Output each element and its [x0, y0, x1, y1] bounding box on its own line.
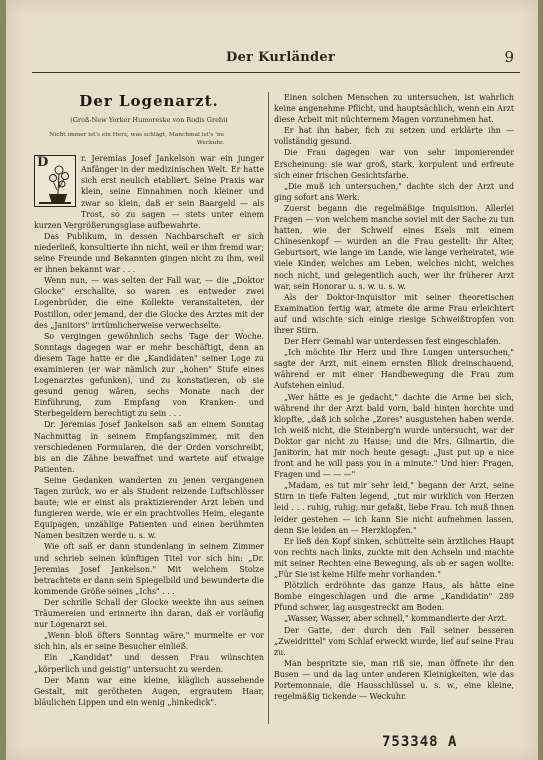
dropcap-illustration: [34, 155, 76, 207]
right-column: [274, 92, 514, 702]
paragraph: Dr. Jeremias Josef Jankelson saß an einem Sonntag Nachmittag in seinem Empfangszimmer, mit den verschiedenen Formularen, die der Orden vorschreibt, bis an die Zähne bewaffnet und wartete auf etwaige Patienten.: [34, 420, 264, 474]
paragraph: Wenn nun, — was selten der Fall war, — die „Doktor Glocke" erschallte, so waren es entweder zwei Logenbrüder, die eine Kollekte veranstalteten, der Postillon, oder jemand, der die Glocke des Arztes mit der des „Janitors" irrtümlicherweise verwechselte.: [34, 276, 264, 330]
flower-pot-icon: [35, 156, 75, 206]
paragraph: Ein „Kandidat" und dessen Frau wünschten „körperlich und geistig" untersucht zu werden.: [34, 653, 264, 674]
page-header: [30, 48, 522, 70]
catalog-stamp: 753348 A: [382, 734, 458, 750]
paragraph: „Wer hätte es je gedacht," dachte die Arme bei sich, während ihr der Arzt bald vorn, bald hinten horchte und klopfte, „daß ich solche „Zores" ausgustehen haben werde. Ich weiß nicht, die Steinberg'n wurde untersucht, war der Doktor gar nicht zu Hause; und die Mrs. Gilmartin, die Janitorin, hat mir noch heute gesagt: „Just put up a nice front and he will pass you in a minute." Und hier: Fragen, Fragen und — — —": [274, 392, 514, 480]
paragraph: „Die muß ich untersuchen," dachte sich der Arzt und ging sofort ans Werk.: [274, 181, 514, 202]
column-divider: [268, 92, 269, 724]
paragraph: Wie oft saß er dann stundenlang in seinem Zimmer und schrieb seinen künftigen Titel vor sich hin: „Dr. Jeremias Josef Jankelson." Mit welchem Stolze betrachtete er dann sein Spiegelbild und bewunderte die kommende Größe seines „Ichs" . . .: [34, 542, 264, 596]
left-column: [34, 92, 264, 708]
newspaper-page: [6, 0, 538, 760]
paragraph: Der Gatte, der durch den Fall seiner besseren „Zweidrittel" vom Schlaf erweckt wurde, lief auf seine Frau zu.: [274, 625, 514, 657]
paragraph: r. Jeremias Josef Jankelson war ein junger Anfänger in der medizinischen Welt. Er hatte sich erst neulich etabliert. Seine Praxis war klein, seine Einnahmen noch kleiner und zwar so klein, daß er sein Baargeld — als Trost, so zu sagen — stets unter einem kurzen Vergrößerungsglase aufbewahrte.: [34, 154, 264, 230]
dropcap-letter: D: [37, 155, 49, 171]
page-number: 9: [504, 48, 514, 66]
header-rule: [32, 72, 520, 73]
paragraph: Einen solchen Menschen zu untersuchen, ist wahrlich keine angenehme Pflicht, und hauptsächlich, wenn ein Arzt diese Arbeit mit nüchternem Magen vorzunehmen hat.: [274, 93, 514, 125]
paragraph: Der schrille Schall der Glocke weckte ihn aus seinen Träumereien und erinnerte ihn daran, daß er vorläufig nur Logenarzt sei.: [34, 597, 264, 630]
paragraph: So vergingen gewöhnlich sechs Tage der Woche. Sonntags dagegen war er mehr beschäftigt, denn an diesem Tage hatte er die „Kandidaten" seiner Loge zu examinieren (er war nämlich zur „hohen" Stufe eines Logenarztes gefunken), und zu konstatieren, ob sie gesund genug wären, sechs Monate nach der Einführung, zum Empfang von Kranken- und Sterbegeldern berechtigt zu sein . . .: [34, 331, 264, 419]
paragraph: „Madam, es tut mir sehr leid," begann der Arzt, seine Stirn in tiefe Falten legend, „tut mir wirklich von Herzen leid . . . ruhig, ruhig; nur gefaßt, liebe Frau. Ich muß Ihnen leider gestehen — ich kann Sie nicht aufnehmen lassen, denn Sie leiden an — Herzklopfen.": [274, 481, 514, 535]
running-title: Der Kurländer: [226, 50, 336, 65]
paragraph: Man bespritzte sie, man riß sie, man öffnete ihr den Busen — und da lag unter anderen Kleinigkeiten, wie das Portemonnaie, die Hausschlüssel u. s. w., eine kleine, regelmäßig tickende — Weckuhr.: [274, 658, 514, 702]
article-title: Der Logenarzt.: [79, 92, 219, 110]
paragraph: „Ich möchte Ihr Herz und Ihre Lungen untersuchen," sagte der Arzt, mit einem ernsten Blick dreinschauend, während er mit einer Handbewegung die Frau zum Aufstehen einlud.: [274, 348, 514, 391]
paragraph: Plötzlich erdröhnte das ganze Haus, als hätte eine Bombe eingeschlagen und die arme „Kandidatin" 289 Pfund schwer, lag ausgestreckt am Boden.: [274, 581, 514, 613]
paragraph: Er hat ihn haber, fich zu setzen und erklärte ihn — vollständig gesund.: [274, 126, 514, 147]
paragraph: Der Mann war eine kleine, kläglich aussehende Gestalt, mit gerötheten Augen, ergrautem Haar, bläulichen Lippen und ein wenig „hinkedick".: [34, 675, 264, 707]
paragraph: „Wenn bloß öfters Sonntag wäre," murmelte er vor sich hin, als er seine Besucher einließ.: [34, 631, 264, 652]
article-motto: Nicht immer ist's ein Herz, was schlägt, Manchmal ist's 'ne Weckuhr.: [49, 132, 224, 146]
paragraph: Die Frau dagegen war von sehr imponierender Erscheinung: sie war groß, stark, korpulent und erfreute sich einer frischen Gesichtsfarbe.: [274, 148, 514, 180]
paragraph: Er ließ den Kopf sinken, schüttelte sein ärztliches Haupt von rechts nach links, zuckte mit den Achseln und machte mit seiner Rechten eine Bewegung, als ob er sagen wollte: „Für Sie ist keine Hilfe mehr vorhanden.": [274, 536, 514, 580]
paragraph: Seine Gedanken wanderten zu jenen vergangenen Tagen zurück, wo er als Student reizende Luftschlösser baute; wie er einst als praktizierender Arzt leben und fungieren werde, wie er ein prachtvolles Heim, elegante Equipagen, unzählige Patienten und einen berühmten Namen besitzen werde u. s. w.: [34, 475, 264, 541]
paragraph: Zuerst begann die regelmäßige Inquisition. Allerlei Fragen — von welchem manche soviel mit der Sache zu tun hatten, wie der Schweif eines Esels mit einem Chinesenkopf — wurden an die Frau gestellt: ihr Alter, Geburtsort, wie lange im Lande, wie lange verheiratet, wie viele Kinder, welches am Leben, welches nicht, welches noch nicht, und gelegentlich auch, wer ihr früherer Arzt war, sein Honorar u. s. w. u. s. w.: [274, 203, 514, 291]
paragraph: Der Herr Gemahl war unterdessen fest eingeschlafen.: [284, 337, 502, 347]
article-subtitle: (Groß-New Yorker Humoreske von Rodis Grebi): [70, 116, 228, 125]
paragraph: „Wasser, Wasser, aber schnell," kommandierte der Arzt.: [284, 614, 508, 624]
paragraph: Das Publikum, in dessen Nachbarschaft er sich niederließ, konsultierte ihn nicht, weil er ihm fremd war; seine Freunde und Bekannten gingen nicht zu ihm, weil er ihnen bekannt war . . .: [34, 231, 264, 275]
paragraph: Als der Doktor-Inquisitor mit seiner theoretischen Examination fertig war, atmete die arme Frau erleichtert auf und wischte sich einige riesige Schweißtropfen von ihrer Stirn.: [274, 292, 514, 335]
